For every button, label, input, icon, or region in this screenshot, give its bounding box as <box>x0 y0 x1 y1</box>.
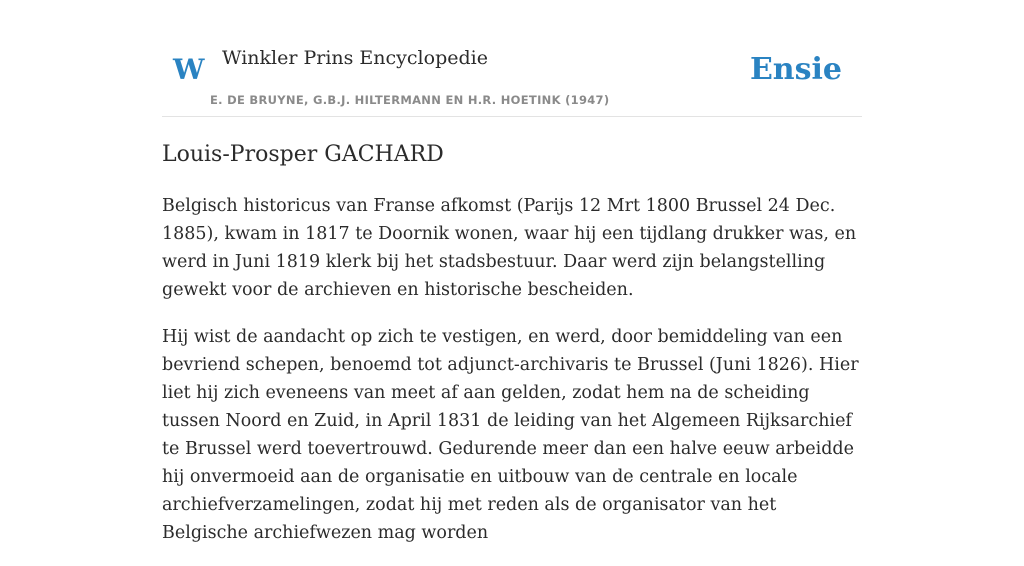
article-title: Louis-Prosper GACHARD <box>162 142 444 167</box>
article-body <box>162 192 862 566</box>
authors-line: E. DE BRUYNE, G.B.J. HILTERMANN EN H.R. HOETINK (1947) <box>210 93 610 107</box>
ensie-brand-logo[interactable]: Ensie <box>749 52 842 87</box>
winkler-prins-logo[interactable]: W <box>173 53 205 86</box>
encyclopedia-title[interactable]: Winkler Prins Encyclopedie <box>222 47 488 69</box>
article-paragraph: Hij wist de aandacht op zich te vestigen, en werd, door bemiddeling van een bevriend schepen, benoemd tot adjunct-archivaris te Brussel (Juni 1826). Hier liet hij zich eveneens van meet af aan gelden, zodat hem na de scheiding tussen Noord en Zuid, in April 1831 de leiding van het Algemeen Rijksarchief te Brussel werd toevertrouwd. Gedurende meer dan een halve eeuw arbeidde hij onvermoeid aan de organisatie en uitbouw van de centrale en locale archiefverzamelingen, zodat hij met reden als de organisator van het Belgische archiefwezen mag worden <box>162 327 859 543</box>
article-paragraph: Belgisch historicus van Franse afkomst (Parijs 12 Mrt 1800 Brussel 24 Dec. 1885), kwam in 1817 te Doornik wonen, waar hij een tijdlang drukker was, en werd in Juni 1819 klerk bij het stadsbestuur. Daar werd zijn belangstelling gewekt voor de archieven en historische bescheiden. <box>162 196 857 300</box>
site-header <box>162 30 862 117</box>
